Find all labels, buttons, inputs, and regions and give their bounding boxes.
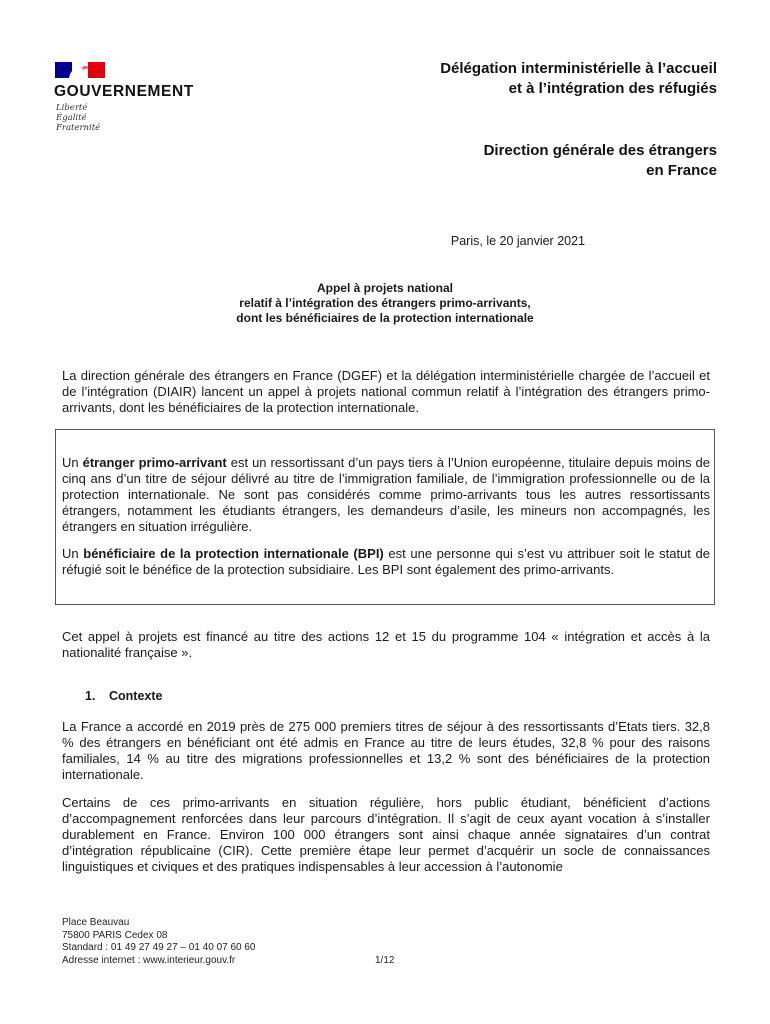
title-line1: Appel à projets national xyxy=(316,281,454,295)
funding-paragraph: Cet appel à projets est financé au titre des actions 12 et 15 du programme 104 « intégration et accès à la nationalité française ». xyxy=(62,629,710,660)
header-dgef xyxy=(484,141,717,181)
footer-line-3: Standard : 01 49 27 49 27 – 01 40 07 60 60 xyxy=(62,942,256,953)
flag-red xyxy=(88,62,105,78)
footer-line-1: Place Beauvau xyxy=(62,917,130,928)
header-dgef-line1: Direction générale des étrangers xyxy=(483,142,717,159)
def1-text: est un ressortissant d’un pays tiers à l’Union européenne, titulaire depuis moins de cinq ans d’un titre de séjour délivré au titre de l’immigration familiale, de l’immigration professionnelle ou de la protection internationale. Ne sont pas considérés comme primo-arrivants tous les autres ressortissants étrangers, notamment les étudiants étrangers, les demandeurs d’asile, les mineurs non accompagnés, les étrangers en situation irrégulière. xyxy=(62,455,710,534)
date-line: Paris, le 20 janvier 2021 xyxy=(450,234,585,248)
footer-address xyxy=(62,917,256,967)
definition-bpi xyxy=(62,546,710,578)
header-diair-line2: et à l’intégration des réfugiés xyxy=(508,80,717,97)
motto-fraternite: Fraternité xyxy=(56,123,101,133)
context-paragraph-1: La France a accordé en 2019 près de 275 000 premiers titres de séjour à des ressortissants d’Etats tiers. 32,8 % des étrangers en bénéficiant ont été admis en France au titre de leurs études, 32,8 % pour des raisons familiales, 14 % au titre des migrations professionnelles et 13,2 % sont des bénéficiaires de la protection internationale. xyxy=(62,719,710,782)
motto xyxy=(56,103,100,133)
intro-paragraph: La direction générale des étrangers en France (DGEF) et la délégation interministérielle chargée de l’accueil et de l’intégration (DIAIR) lancent un appel à projets national commun relatif à l’intégration des étrangers primo-arrivants, dont les bénéficiaires de la protection internationale. xyxy=(62,368,710,415)
motto-liberte: Liberté xyxy=(56,103,88,113)
title-line3: dont les bénéficiaires de la protection internationale xyxy=(236,311,534,325)
definition-primo-arrivant xyxy=(62,455,710,535)
government-wordmark: GOUVERNEMENT xyxy=(54,83,194,100)
section-title: Contexte xyxy=(109,689,163,703)
page-number: 1/12 xyxy=(375,955,395,966)
footer-line-4: Adresse internet : www.interieur.gouv.fr xyxy=(62,954,236,966)
flag-blue xyxy=(55,62,72,78)
section-number: 1. xyxy=(85,689,96,703)
header-diair xyxy=(440,59,717,99)
title-line2: relatif à l’intégration des étrangers primo-arrivants, xyxy=(239,296,531,310)
def2-text: est une personne qui s’est vu attribuer soit le statut de réfugié soit le bénéfice de la protection subsidiaire. Les BPI sont également des primo-arrivants. xyxy=(62,546,710,577)
header-dgef-line2: en France xyxy=(646,162,717,179)
motto-egalite: Égalité xyxy=(56,113,87,123)
document-title xyxy=(60,281,710,326)
footer-line-2: 75800 PARIS Cedex 08 xyxy=(62,929,168,941)
context-paragraph-2: Certains de ces primo-arrivants en situation régulière, hors public étudiant, bénéficient d’actions d’accompagnement renforcées dans leur parcours d’intégration. Il s’agit de ceux ayant vocation à s’installer durablement en France. Environ 100 000 étrangers sont ainsi chaque année signataires d’un contrat d’intégration républicaine (CIR). Cette première étape leur permet d’acquérir un socle de connaissances linguistiques et civiques et des pratiques indispensables à leur accession à l’autonomie xyxy=(62,795,710,874)
def2-prefix: Un xyxy=(62,546,84,561)
def1-prefix: Un xyxy=(62,455,83,470)
marianne-flag-logo xyxy=(55,62,105,78)
def1-term: étranger primo-arrivant xyxy=(82,455,227,470)
section-heading-contexte xyxy=(85,689,162,703)
def2-term: bénéficiaire de la protection internationale (BPI) xyxy=(83,546,384,561)
header-diair-line1: Délégation interministérielle à l’accueil xyxy=(440,60,717,77)
